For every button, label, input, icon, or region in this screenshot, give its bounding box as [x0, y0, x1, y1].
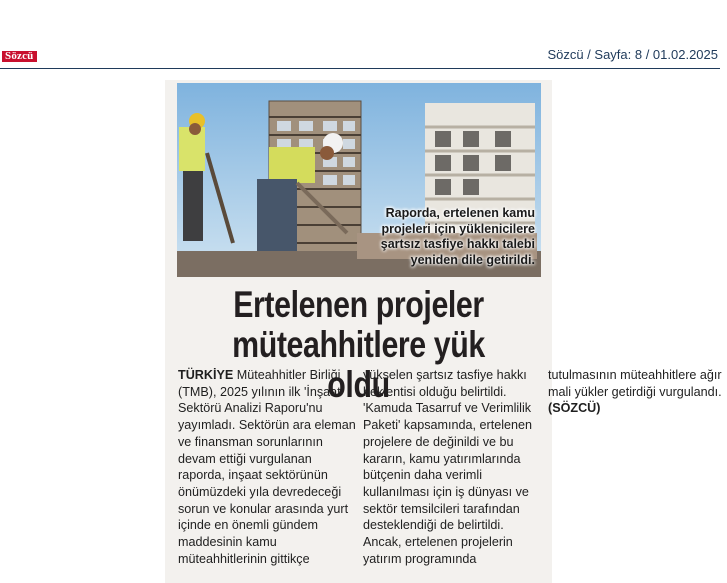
page-info: Sözcü / Sayfa: 8 / 01.02.2025 — [547, 47, 718, 62]
newspaper-logo: Sözcü — [2, 51, 37, 62]
location-dateline: TÜRKİYE — [178, 368, 234, 382]
page-header — [0, 0, 720, 70]
photo-caption: Raporda, ertelenen kamu projeleri için yüklenicilere şartsız tasfiye hakkı talebi yeniden dile getirildi. — [380, 206, 535, 267]
header-divider — [0, 68, 720, 69]
signature: (SÖZCÜ) — [548, 401, 601, 416]
body-text: Müteahhitler Birliği (TMB), 2025 yılının ilk 'İnşaat Sektörü Analizi Raporu'nu yayımladı. Sektörün ara eleman ve finansman sorunlarının devam ettiği vurgulanan raporda, inşaat sektörünün önümüzdeki yıla devredeceği sorun ve konular arasında yurt içinde en önemli gündem maddesinin kamu müteahhitlerinin gittikçe yükselen şartsız tasfiye hakkı beklentisi olduğu belirtildi. 'Kamuda Tasarruf ve Verimlilik Paketi' kapsamında, ertelenen projelere de değinildi ve bu kararın, kamu yatırımlarında bütçenin daha verimli kullanılması için iş dünyası ve sektör temsilcileri tarafından desteklendiği de belirtildi. Ancak, ertelenen projelerin yatırım programında tutulmasının müteahhitlere ağır mali yükler getirdiği vurgulandı. — [178, 368, 722, 566]
headline-line-2: müteahhitlere yük oldu — [232, 324, 485, 405]
article-clipping — [165, 80, 722, 583]
article-body — [178, 367, 722, 577]
body-paragraph — [178, 367, 727, 577]
construction-photo — [177, 83, 541, 277]
headline-line-1: Ertelenen projeler — [233, 284, 484, 325]
